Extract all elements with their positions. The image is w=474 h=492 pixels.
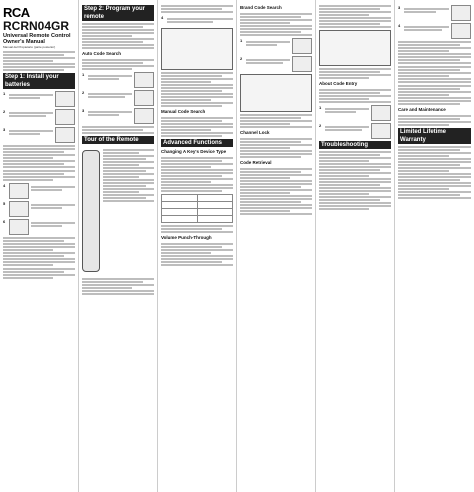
subtitle: Manual del Propietario (parte posterior) [3,45,56,49]
battery-saver-text [3,170,75,181]
column-1 [0,0,79,492]
model-number: RCRN04GR [3,19,70,33]
brand-logo: RCA [3,5,30,20]
title-line-1: Universal Remote Control [3,33,71,39]
install-step: 1 [3,91,75,107]
auto-search-text [82,59,154,70]
program-step: 6 [3,219,75,235]
notes-text [3,237,75,266]
brand-search-heading: Brand Code Search [240,5,282,10]
column-4: Brand Code Search 1 2 Channel Lock Code Retrieval [237,0,316,492]
device-table [161,194,233,223]
code-search-diagram [161,28,233,70]
program-step: 4 [3,183,75,199]
advanced-header: Advanced Functions [161,139,233,147]
column-3 [158,0,237,492]
column-6: 3 4 Care and Maintenance Limited Lifetime Warranty [395,0,474,492]
program-step: 4 [161,15,233,26]
warranty-header: Limited Lifetime Warranty [398,128,471,144]
program-header: Step 2: Program your remote [82,5,154,21]
code-retrieval-heading: Code Retrieval [240,160,272,165]
battery-text [3,145,75,168]
install-step: 2 [3,109,75,125]
care-heading: Care and Maintenance [398,107,446,112]
auto-search-heading: Auto Code Search [82,51,122,56]
tour-header: Tour of the Remote [82,136,154,144]
changing-key-heading: Changing A Key's Device Type [161,149,227,154]
install-header: Step 1: Install your batteries [3,73,75,89]
program-step: 1 [82,72,154,88]
column-5: About Code Entry 1 2 Troubleshooting [316,0,395,492]
testing-diagram [319,30,391,66]
volume-punch-heading: Volume Punch-Through [161,235,212,240]
testing-text [3,268,75,279]
troubleshooting-header: Troubleshooting [319,141,391,149]
program-step: 5 [3,201,75,217]
brand-code-diagram [240,74,312,112]
column-2 [79,0,158,492]
program-step: 2 [82,90,154,106]
manual-search-heading: Manual Code Search [161,109,206,114]
tour-labels [103,148,154,274]
install-step: 3 [3,127,75,143]
remote-illustration [82,150,100,272]
title-line-2: Owner's Manual [3,39,45,45]
about-search-heading: About Code Entry [319,81,358,86]
intro-text [3,51,75,71]
program-intro [82,23,154,49]
program-step: 3 [82,108,154,124]
channel-lock-heading: Channel Lock [240,130,270,135]
